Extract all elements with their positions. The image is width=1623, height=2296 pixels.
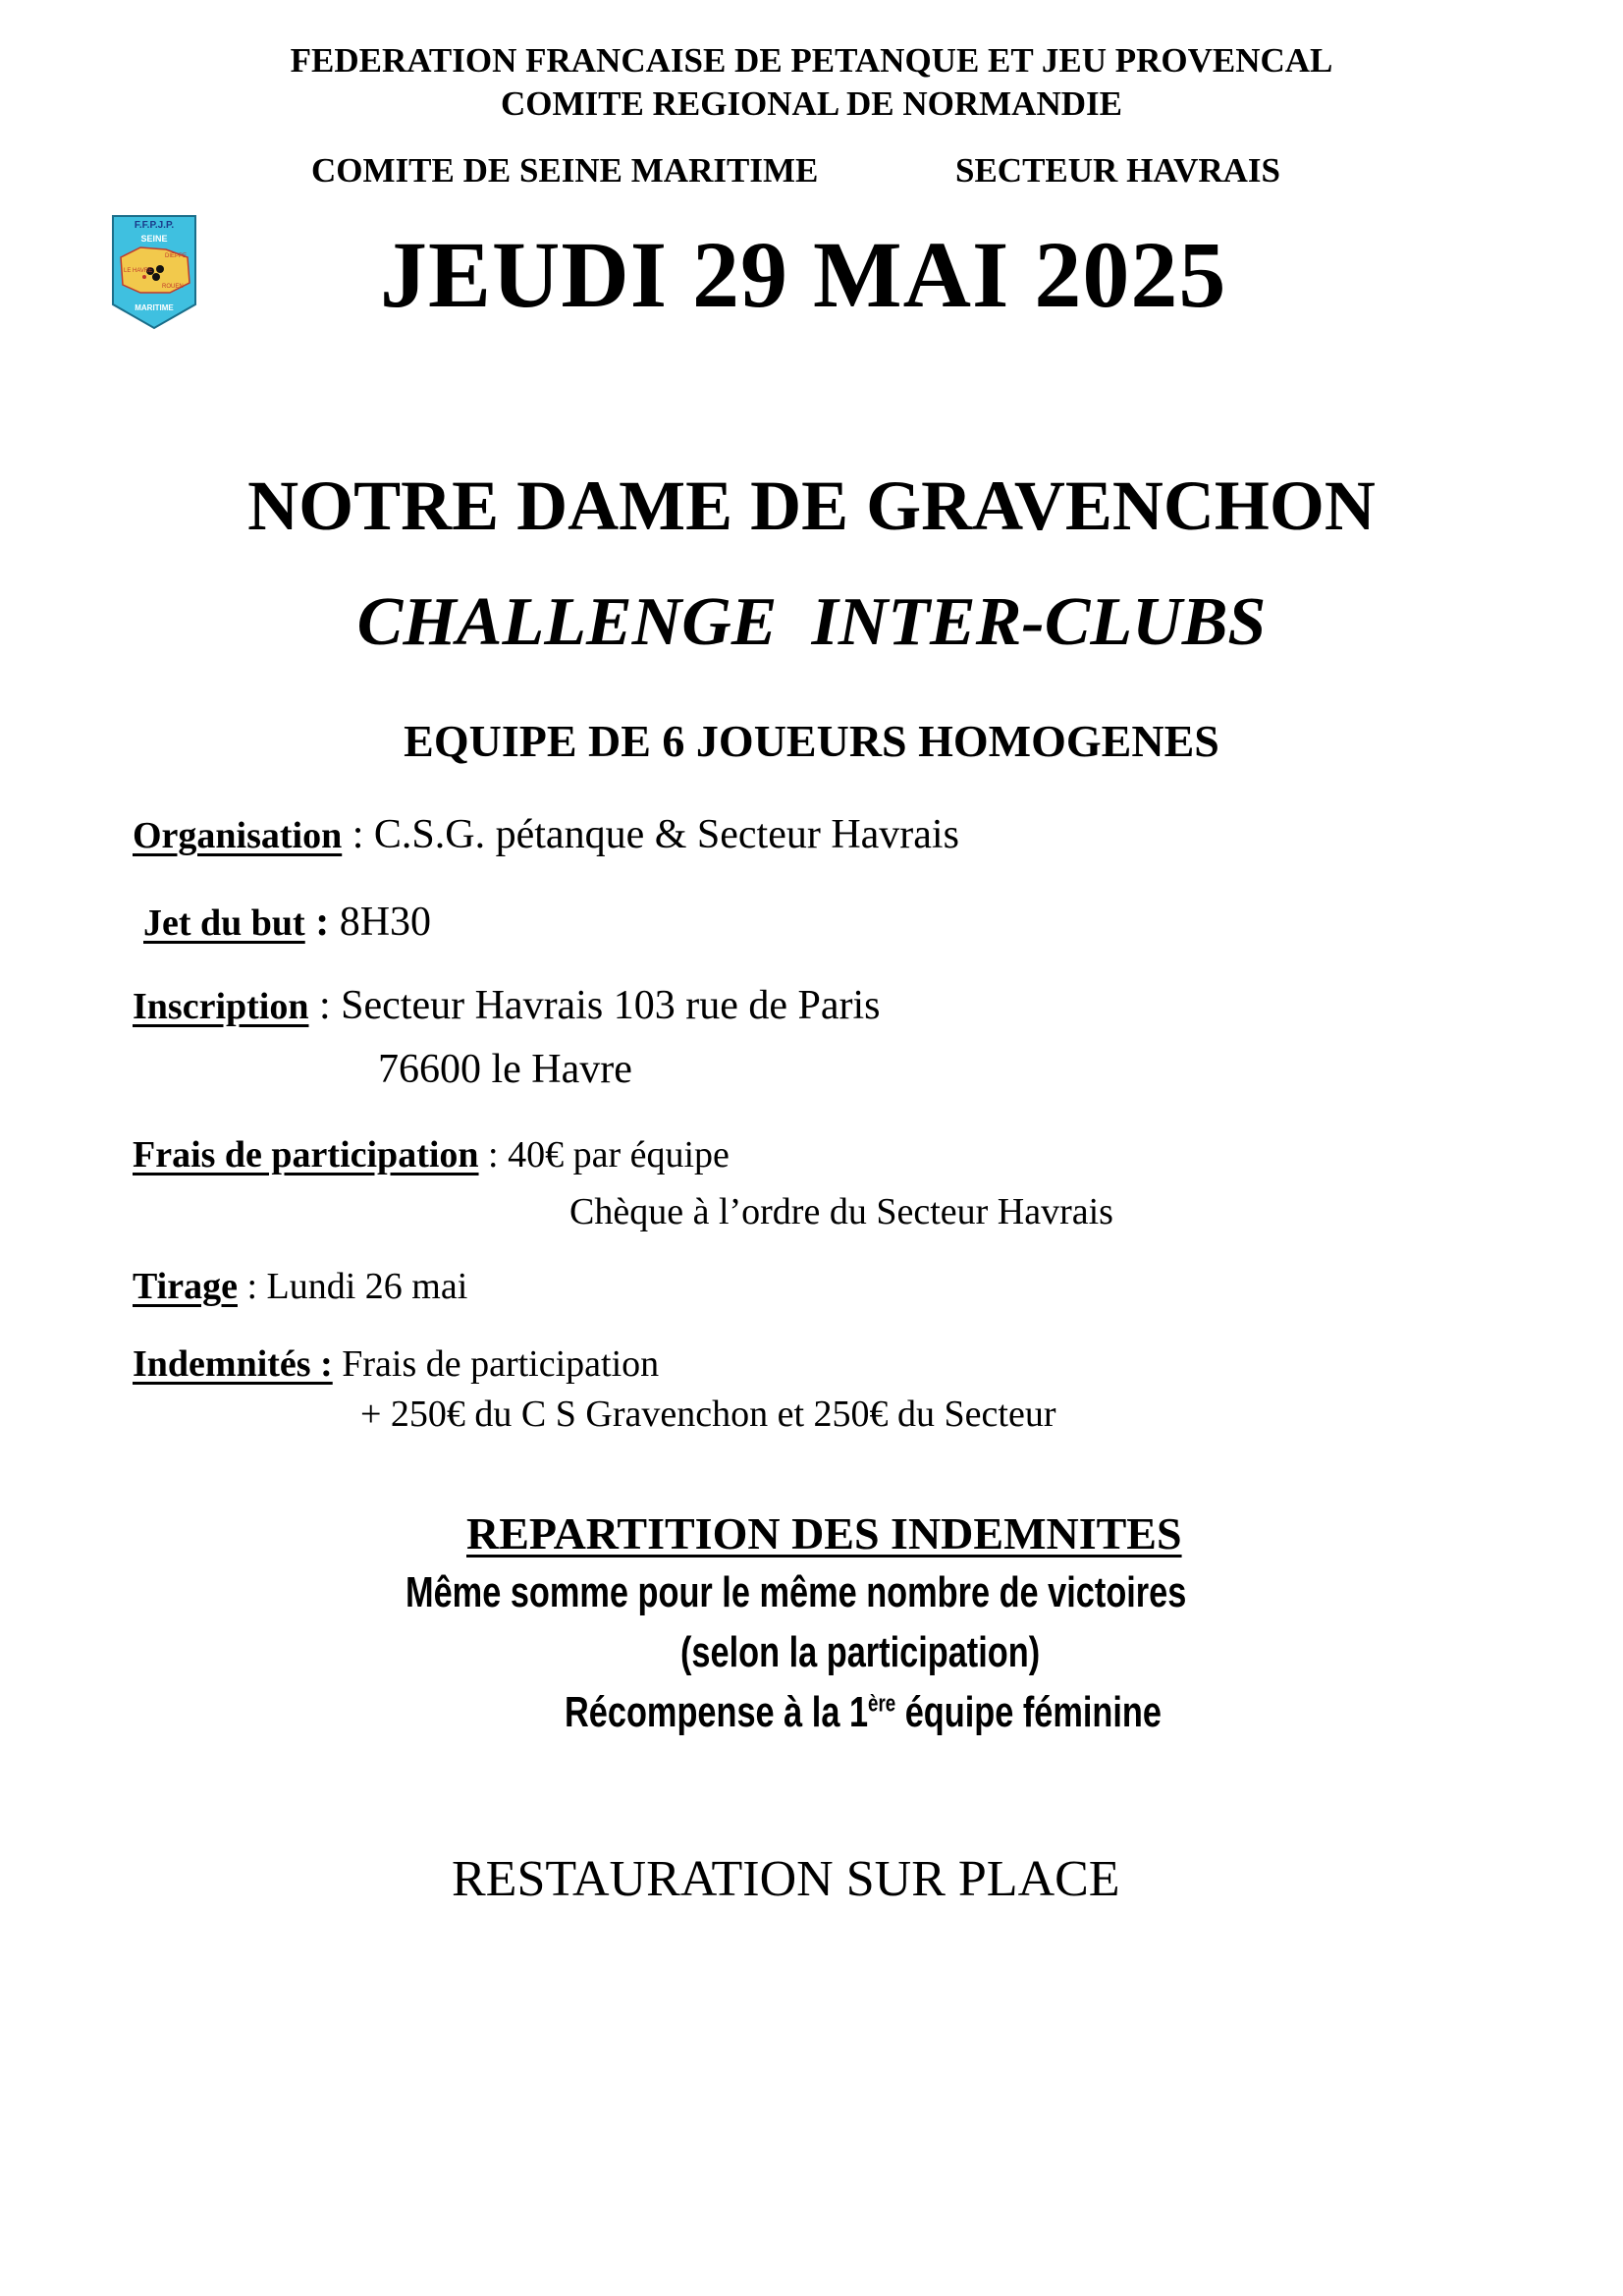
- organisation-label: Organisation: [133, 815, 343, 856]
- jet-du-but-separator: :: [304, 900, 340, 945]
- departmental-committee-heading: COMITE DE SEINE MARITIME: [311, 151, 819, 190]
- logo-boule-3: [152, 273, 160, 281]
- indemnites-line2: + 250€ du C S Gravenchon et 250€ du Secteur: [360, 1394, 1056, 1435]
- repartition-line3-pre: Récompense à la 1: [565, 1688, 869, 1736]
- jet-du-but-row: [143, 899, 431, 946]
- inscription-label: Inscription: [133, 986, 309, 1027]
- logo-maritime-text: MARITIME: [135, 303, 174, 312]
- logo-city-dieppe: DIEPPE: [165, 253, 188, 259]
- federation-heading: FEDERATION FRANCAISE DE PETANQUE ET JEU PROVENCAL: [290, 41, 1333, 80]
- frais-label: Frais de participation: [133, 1134, 479, 1175]
- inscription-row: [133, 982, 880, 1029]
- event-title: CHALLENGE INTER-CLUBS: [356, 584, 1267, 660]
- jet-du-but-value: 8H30: [339, 900, 432, 945]
- team-format: EQUIPE DE 6 JOUEURS HOMOGENES: [404, 716, 1219, 766]
- tirage-label: Tirage: [133, 1266, 238, 1307]
- tirage-row: [133, 1265, 467, 1308]
- organisation-separator: :: [342, 812, 374, 857]
- frais-row: [133, 1133, 730, 1176]
- repartition-line1-wrap: [406, 1567, 1407, 1617]
- indemnites-row: [133, 1342, 659, 1386]
- repartition-line3: [565, 1688, 1162, 1737]
- logo-seine-text: SEINE: [140, 234, 168, 244]
- tirage-value: Lundi 26 mai: [266, 1266, 468, 1307]
- regional-committee-heading: COMITE REGIONAL DE NORMANDIE: [501, 84, 1122, 123]
- logo-city-rouen: ROUEN: [162, 284, 184, 290]
- repartition-line2: (selon la participation): [680, 1628, 1041, 1676]
- logo-city-le-havre: LE HAVRE: [124, 268, 153, 274]
- ffpjp-seine-maritime-logo: [111, 214, 197, 330]
- organisation-row: [133, 811, 959, 858]
- repartition-title: REPARTITION DES INDEMNITES: [466, 1508, 1182, 1558]
- repartition-line3-wrap: [565, 1687, 1329, 1737]
- organisation-value: C.S.G. pétanque & Secteur Havrais: [373, 812, 959, 857]
- repartition-line2-wrap: [680, 1627, 1141, 1677]
- logo-top-text: F.F.P.J.P.: [134, 220, 175, 231]
- frais-payment-note: Chèque à l’ordre du Secteur Havrais: [569, 1191, 1113, 1232]
- repartition-line3-post: équipe féminine: [895, 1688, 1162, 1736]
- indemnites-line1: Frais de participation: [342, 1343, 660, 1385]
- indemnites-label: Indemnités :: [133, 1343, 333, 1385]
- inscription-address-line2: 76600 le Havre: [378, 1047, 632, 1092]
- frais-separator: :: [478, 1134, 509, 1175]
- logo-cochonnet: [142, 275, 146, 279]
- restauration-note: RESTAURATION SUR PLACE: [452, 1851, 1120, 1907]
- jet-du-but-label: Jet du but: [143, 902, 305, 944]
- repartition-line3-sup: ère: [868, 1690, 896, 1718]
- sector-heading: SECTEUR HAVRAIS: [955, 151, 1280, 190]
- logo-boule-2: [156, 265, 164, 273]
- inscription-address-line1: Secteur Havrais 103 rue de Paris: [341, 983, 881, 1028]
- repartition-line1: Même somme pour le même nombre de victoires: [406, 1568, 1187, 1616]
- event-date: JEUDI 29 MAI 2025: [380, 222, 1227, 327]
- inscription-separator: :: [308, 983, 342, 1028]
- tirage-separator: :: [237, 1266, 267, 1307]
- event-location: NOTRE DAME DE GRAVENCHON: [247, 466, 1376, 545]
- frais-amount: 40€ par équipe: [508, 1134, 730, 1175]
